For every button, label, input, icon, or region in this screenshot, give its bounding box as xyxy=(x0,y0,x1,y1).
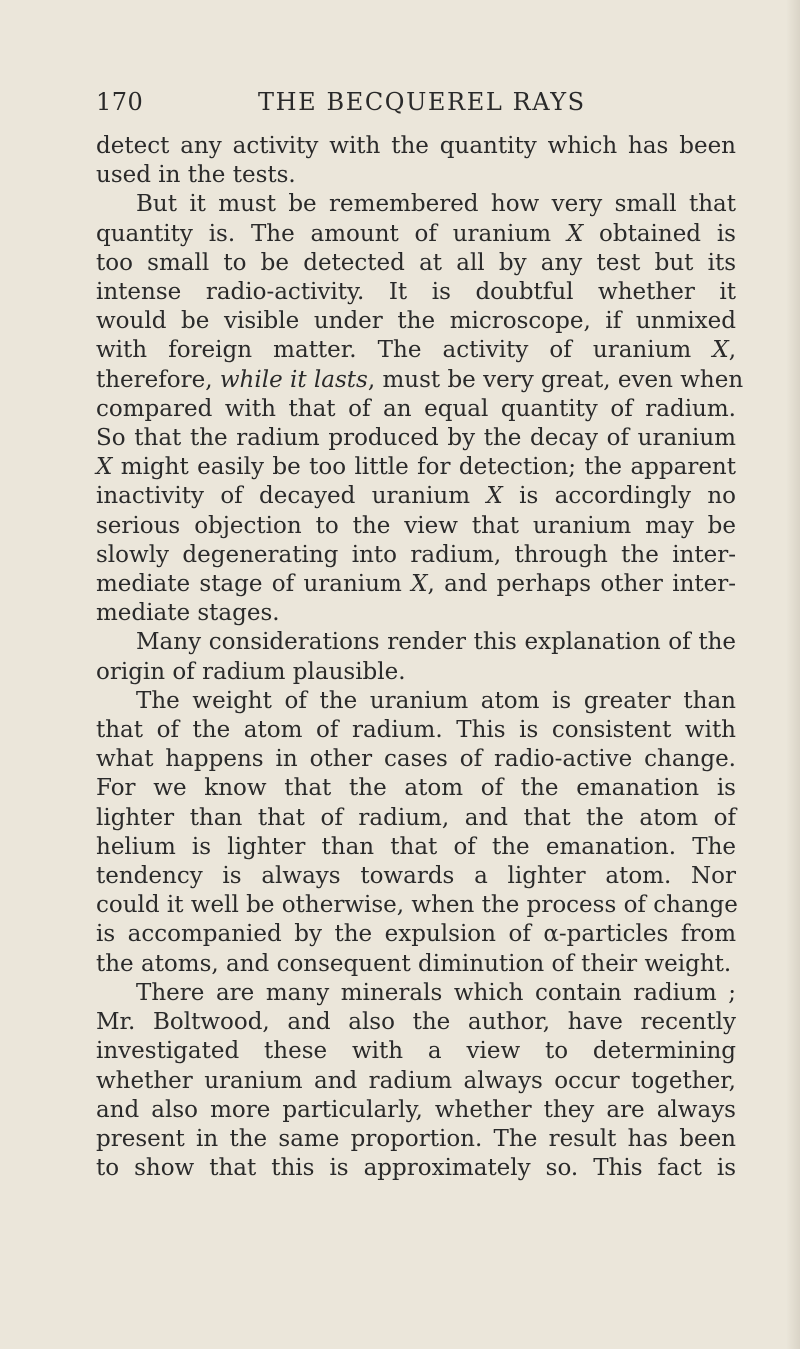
text-run: to show that this is approximately so. This fact is xyxy=(96,1155,736,1182)
text-line xyxy=(96,628,736,657)
text-line xyxy=(96,278,736,307)
text-line xyxy=(96,1154,736,1183)
text-line xyxy=(96,1096,736,1125)
text-line xyxy=(96,132,736,161)
text-run: is accordingly no xyxy=(502,483,736,510)
text-line xyxy=(96,249,736,278)
text-line xyxy=(96,190,736,219)
text-run: tendency is always towards a lighter atom. Nor xyxy=(96,863,736,890)
text-line xyxy=(96,1125,736,1154)
text-line xyxy=(96,833,736,862)
text-line xyxy=(96,161,736,190)
text-run: quantity is. The amount of uranium xyxy=(96,220,567,247)
text-run: what happens in other cases of radio-active change. xyxy=(96,746,736,773)
text-line xyxy=(96,541,736,570)
text-run: with foreign matter. The activity of uranium xyxy=(96,337,713,364)
text-run: used in the tests. xyxy=(96,162,296,189)
text-line xyxy=(96,395,736,424)
text-run: mediate stages. xyxy=(96,600,280,627)
text-run: serious objection to the view that uranium may be xyxy=(96,512,736,539)
page-header xyxy=(96,88,716,124)
italic-run: X xyxy=(712,337,729,364)
text-line xyxy=(96,366,744,395)
italic-run: X xyxy=(486,483,503,510)
page-edge-shadow xyxy=(786,0,800,1349)
text-run: The weight of the uranium atom is greater than xyxy=(136,687,736,714)
text-run: For we know that the atom of the emanation is xyxy=(96,775,736,802)
text-run: , xyxy=(728,337,736,364)
text-run: might easily be too little for detection; the apparent xyxy=(112,454,736,481)
text-line xyxy=(96,512,736,541)
text-run: whether uranium and radium always occur together, xyxy=(96,1067,736,1094)
text-line xyxy=(96,920,736,949)
text-line xyxy=(96,1037,736,1066)
text-run: could it well be otherwise, when the process of change xyxy=(96,892,738,919)
text-run: investigated these with a view to determining xyxy=(96,1038,736,1065)
text-run: Mr. Boltwood, and also the author, have recently xyxy=(96,1009,736,1036)
text-run: Many considerations render this explanation of the xyxy=(136,629,736,656)
text-line xyxy=(96,716,736,745)
text-run: that of the atom of radium. This is consistent with xyxy=(96,717,736,744)
text-run: would be visible under the microscope, if unmixed xyxy=(96,308,736,335)
text-line xyxy=(96,424,736,453)
text-line xyxy=(96,220,736,249)
text-line xyxy=(96,979,736,1008)
text-line xyxy=(96,1008,736,1037)
text-run: mediate stage of uranium xyxy=(96,571,412,598)
italic-run: X xyxy=(566,220,584,247)
text-run: detect any activity with the quantity which has been xyxy=(96,133,736,159)
text-line xyxy=(96,774,736,803)
text-run: helium is lighter than that of the emanation. The xyxy=(96,833,736,860)
text-run: obtained is xyxy=(583,220,736,247)
text-run: is accompanied by the expulsion of α-particles from xyxy=(96,921,736,948)
text-run: too small to be detected at all by any test but its xyxy=(96,249,736,276)
text-line xyxy=(96,862,736,891)
text-line xyxy=(96,336,736,365)
page-number: 170 xyxy=(96,88,144,116)
text-run: intense radio-activity. It is doubtful whether it xyxy=(96,279,736,306)
text-run: So that the radium produced by the decay of uranium xyxy=(96,425,736,452)
text-line xyxy=(96,687,736,716)
italic-run: X xyxy=(96,454,113,481)
text-run: slowly degenerating into radium, through the inter- xyxy=(96,541,736,568)
text-run: But it must be remembered how very small that xyxy=(136,191,736,218)
text-run: lighter than that of radium, and that the atom of xyxy=(96,804,736,831)
text-run: present in the same proportion. The result has been xyxy=(96,1125,736,1152)
running-head: THE BECQUEREL RAYS xyxy=(258,88,586,116)
text-run: and also more particularly, whether they are always xyxy=(96,1096,736,1123)
text-run: origin of radium plausible. xyxy=(96,658,406,685)
text-line xyxy=(96,307,736,336)
text-run: inactivity of decayed uranium xyxy=(96,483,487,510)
text-line xyxy=(96,950,736,979)
text-run: There are many minerals which contain radium ; xyxy=(136,979,736,1006)
text-line xyxy=(96,570,736,599)
text-line xyxy=(96,482,736,511)
text-run: the atoms, and consequent diminution of their weight. xyxy=(96,950,732,977)
italic-run: while it lasts xyxy=(219,366,368,393)
text-line xyxy=(96,658,736,687)
text-line xyxy=(96,599,736,628)
body-text xyxy=(96,132,744,1183)
text-line xyxy=(96,1067,736,1096)
text-line xyxy=(96,453,736,482)
text-run: therefore, xyxy=(96,366,220,393)
text-run: , must be very great, even when xyxy=(367,366,744,393)
text-run: compared with that of an equal quantity of radium. xyxy=(96,395,736,422)
text-line xyxy=(96,891,736,920)
text-line xyxy=(96,745,736,774)
italic-run: X xyxy=(411,571,428,598)
text-line xyxy=(96,804,736,833)
text-run: , and perhaps other inter- xyxy=(427,571,736,598)
